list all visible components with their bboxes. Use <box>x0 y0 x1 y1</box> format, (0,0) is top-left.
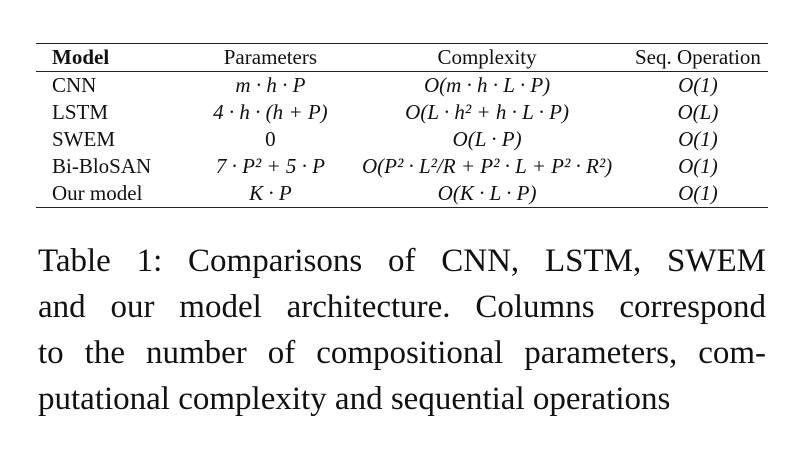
comparison-table <box>36 43 768 208</box>
cell-complexity: O(L · h² + h · L · P) <box>405 100 569 124</box>
caption-line: to the number of compositional parameters, com- <box>38 335 766 371</box>
cell-parameters: K · P <box>249 181 292 205</box>
table-row <box>36 99 768 126</box>
cell-seq-operation: O(1) <box>678 73 718 97</box>
cell-seq-operation: O(1) <box>678 127 718 151</box>
header-complexity: Complexity <box>437 45 537 69</box>
table-header-row <box>36 44 768 72</box>
cell-model: SWEM <box>52 127 115 151</box>
table-row <box>36 72 768 100</box>
table-row <box>36 180 768 208</box>
cell-model: CNN <box>52 73 97 97</box>
caption-line: Table 1: Comparisons of CNN, LSTM, SWEM <box>38 243 766 279</box>
table-row <box>36 153 768 180</box>
header-seq-operation: Seq. Operation <box>634 45 761 69</box>
cell-model: LSTM <box>52 100 109 124</box>
table-row <box>36 126 768 153</box>
header-model: Model <box>52 45 110 69</box>
cell-complexity: O(m · h · L · P) <box>423 73 551 97</box>
cell-model: Bi-BloSAN <box>52 154 152 178</box>
cell-seq-operation: O(1) <box>678 154 718 178</box>
cell-seq-operation: O(L) <box>677 100 719 124</box>
cell-complexity: O(P² · L²/R + P² · L + P² · R²) <box>361 154 613 178</box>
comparison-table-container <box>36 43 768 208</box>
cell-complexity: O(L · P) <box>452 127 522 151</box>
cell-complexity: O(K · L · P) <box>437 181 537 205</box>
cell-parameters: 7 · P² + 5 · P <box>215 154 325 178</box>
caption-line: and our model architecture. Columns correspond <box>38 289 766 325</box>
caption-line: putational complexity and sequential operations <box>38 381 671 417</box>
cell-parameters: 0 <box>265 127 276 151</box>
cell-seq-operation: O(1) <box>678 181 718 205</box>
header-parameters: Parameters <box>223 45 318 69</box>
cell-parameters: m · h · P <box>235 73 306 97</box>
cell-model: Our model <box>52 181 143 205</box>
cell-parameters: 4 · h · (h + P) <box>213 100 328 124</box>
table-caption <box>38 238 766 422</box>
